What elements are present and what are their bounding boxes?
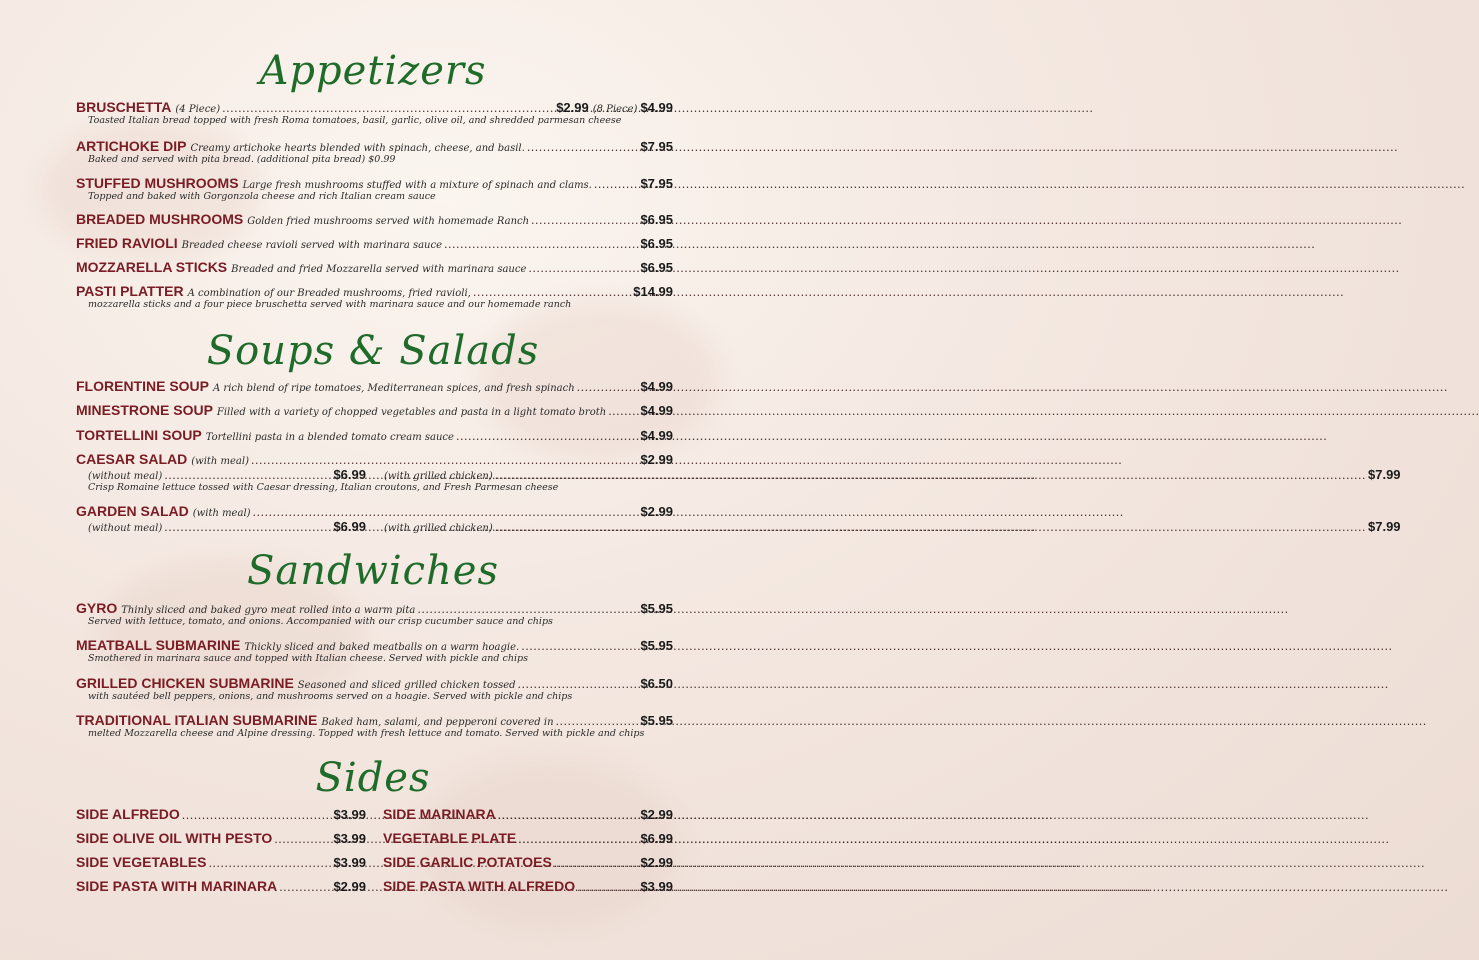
- leader-dots: [577, 381, 639, 394]
- leader-dots: [417, 603, 638, 616]
- option-price: $6.99: [333, 519, 366, 534]
- item-price: $2.99: [640, 504, 673, 519]
- leader-dots: [279, 881, 331, 894]
- menu-item-garden-salad: [76, 503, 1401, 534]
- menu-item-grilled-chicken-submarine: [76, 675, 673, 703]
- side-name: SIDE VEGETABLES: [76, 854, 207, 870]
- item-name: MINESTRONE SOUP: [76, 402, 213, 418]
- item-desc: (4 Piece): [175, 104, 221, 115]
- menu-item-breaded-mushrooms: [76, 211, 673, 227]
- leader-dots: [528, 262, 638, 275]
- menu-item-bruschetta: [76, 99, 673, 127]
- item-desc: Seasoned and sliced grilled chicken tossed: [297, 680, 516, 691]
- item-price: $4.99: [640, 379, 673, 394]
- menu-item-meatball-submarine: [76, 637, 673, 665]
- side-item: [76, 830, 366, 846]
- leader-dots: [608, 405, 638, 418]
- sandwiches-heading: Sandwiches: [246, 548, 499, 594]
- item-price: $4.99: [640, 428, 673, 443]
- side-item: [76, 878, 366, 894]
- item-name: MOZZARELLA STICKS: [76, 259, 228, 275]
- option-label: (without meal): [88, 471, 163, 482]
- item-price: $5.95: [640, 601, 673, 616]
- side-name: SIDE PASTA WITH ALFREDO: [383, 878, 576, 894]
- menu-item-minestrone-soup: [76, 402, 673, 418]
- side-name: SIDE GARLIC POTATOES: [383, 854, 552, 870]
- item-desc: A combination of our Breaded mushrooms, fried ravioli,: [187, 288, 471, 299]
- leader-dots: [518, 833, 638, 846]
- side-name: SIDE OLIVE OIL WITH PESTO: [76, 830, 273, 846]
- item-price: $2.99: [640, 452, 673, 467]
- item-name: GYRO: [76, 600, 118, 616]
- item-desc: Thickly sliced and baked meatballs on a warm hoagie.: [244, 642, 520, 653]
- leader-dots: [274, 833, 331, 846]
- leader-dots: [577, 881, 638, 894]
- menu-item-mozzarella-sticks: [76, 259, 673, 275]
- leader-dots: [208, 857, 331, 870]
- item-name: ARTICHOKE DIP: [76, 138, 187, 154]
- item-price: $4.99: [640, 403, 673, 418]
- leader-dots: [182, 809, 332, 822]
- option-label: (with grilled chicken): [384, 523, 493, 534]
- option-price: $6.99: [333, 467, 366, 482]
- leader-dots: [556, 715, 639, 728]
- leader-dots: [164, 469, 331, 482]
- menu-item-gyro: [76, 600, 673, 628]
- leader-dots: [164, 521, 331, 534]
- leader-dots: [531, 214, 638, 227]
- item-desc: A rich blend of ripe tomatoes, Mediterranean spices, and fresh spinach: [213, 383, 575, 394]
- item-name: STUFFED MUSHROOMS: [76, 175, 239, 191]
- item-price: $14.99: [633, 284, 673, 299]
- item-price: $2.99: [556, 100, 589, 115]
- side-price: $3.99: [333, 807, 366, 822]
- side-name: VEGETABLE PLATE: [383, 830, 517, 846]
- item-name: CAESAR SALAD: [76, 451, 188, 467]
- item-desc: Breaded and fried Mozzarella served with marinara sauce: [231, 264, 527, 275]
- leader-dots: [527, 141, 639, 154]
- item-extra-price: $4.99: [640, 100, 673, 115]
- item-name: GARDEN SALAD: [76, 503, 189, 519]
- side-price: $3.99: [333, 855, 366, 870]
- item-price: $5.95: [640, 713, 673, 728]
- item-subtext: Toasted Italian bread topped with fresh Roma tomatoes, basil, garlic, olive oil, and shredded parmesan cheese: [88, 115, 622, 126]
- leader-dots: [253, 506, 639, 519]
- leader-dots: [554, 857, 639, 870]
- item-name: FLORENTINE SOUP: [76, 378, 210, 394]
- soups-salads-heading: Soups & Salads: [206, 328, 540, 374]
- side-item: [76, 854, 366, 870]
- item-subtext: Smothered in marinara sauce and topped with Italian cheese. Served with pickle and chips: [88, 653, 528, 664]
- menu-item-florentine-soup: [76, 378, 673, 394]
- leader-dots: [222, 102, 554, 115]
- menu-item-artichoke-dip: [76, 138, 673, 166]
- item-name: BREADED MUSHROOMS: [76, 211, 244, 227]
- item-subtext: Served with lettuce, tomato, and onions. Accompanied with our crisp cucumber sauce and chips: [88, 616, 553, 627]
- item-subtext: Baked and served with pita bread. (additional pita bread) $0.99: [88, 154, 396, 165]
- item-subtext: melted Mozzarella cheese and Alpine dressing. Topped with fresh lettuce and tomato. Served with pickle and chips: [88, 728, 645, 739]
- item-name: TRADITIONAL ITALIAN SUBMARINE: [76, 712, 318, 728]
- side-name: SIDE ALFREDO: [76, 806, 180, 822]
- leader-dots: [498, 809, 639, 822]
- item-name: MEATBALL SUBMARINE: [76, 637, 241, 653]
- menu-item-stuffed-mushrooms: [76, 175, 673, 203]
- item-name: TORTELLINI SOUP: [76, 427, 202, 443]
- item-price: $6.50: [640, 676, 673, 691]
- item-name: BRUSCHETTA: [76, 99, 172, 115]
- item-desc: Filled with a variety of chopped vegetables and pasta in a light tomato broth: [216, 407, 607, 418]
- item-desc: Thinly sliced and baked gyro meat rolled into a warm pita: [121, 605, 416, 616]
- leader-dots: [456, 430, 639, 443]
- option-label: (without meal): [88, 523, 163, 534]
- side-price: $6.99: [640, 831, 673, 846]
- item-name: PASTI PLATTER: [76, 283, 184, 299]
- appetizers-heading: Appetizers: [259, 48, 487, 94]
- leader-dots: [495, 469, 1366, 482]
- item-name: FRIED RAVIOLI: [76, 235, 178, 251]
- side-name: SIDE MARINARA: [383, 806, 496, 822]
- option-price: $7.99: [1368, 467, 1401, 482]
- side-item: [383, 878, 673, 894]
- side-name: SIDE PASTA WITH MARINARA: [76, 878, 278, 894]
- item-subtext: Topped and baked with Gorgonzola cheese and rich Italian cream sauce: [88, 191, 436, 202]
- item-subtext: mozzarella sticks and a four piece bruschetta served with marinara sauce and our homemade ranch: [88, 299, 572, 310]
- item-price: $7.95: [640, 176, 673, 191]
- item-desc: (with meal): [192, 508, 251, 519]
- option-label: (with grilled chicken): [384, 471, 493, 482]
- leader-dots: [495, 521, 1366, 534]
- menu-item-fried-ravioli: [76, 235, 673, 251]
- item-price: $6.95: [640, 260, 673, 275]
- side-item: [76, 806, 366, 822]
- item-name: GRILLED CHICKEN SUBMARINE: [76, 675, 294, 691]
- side-price: $2.99: [640, 807, 673, 822]
- item-desc: Creamy artichoke hearts blended with spinach, cheese, and basil.: [190, 143, 525, 154]
- side-item: [383, 806, 673, 822]
- item-price: $7.95: [640, 139, 673, 154]
- item-subtext: with sautéed bell peppers, onions, and mushrooms served on a hoagie. Served with pickle and chips: [88, 691, 573, 702]
- item-desc: Tortellini pasta in a blended tomato cream sauce: [205, 432, 454, 443]
- leader-dots: [518, 678, 639, 691]
- menu-item-tortellini-soup: [76, 427, 673, 443]
- item-extra-desc: (8 Piece): [592, 104, 638, 115]
- item-desc: Baked ham, salami, and pepperoni covered in: [321, 717, 554, 728]
- sides-heading: Sides: [315, 755, 431, 801]
- item-price: $5.95: [640, 638, 673, 653]
- side-item: [383, 830, 673, 846]
- menu-item-traditional-italian-submarine: [76, 712, 673, 740]
- side-item: [383, 854, 673, 870]
- item-desc: (with meal): [191, 456, 249, 467]
- side-price: $3.99: [640, 879, 673, 894]
- menu-item-pasti-platter: [76, 283, 673, 311]
- item-subtext: Crisp Romaine lettuce tossed with Caesar dressing, Italian croutons, and Fresh Parmesan cheese: [88, 482, 559, 493]
- side-price: $2.99: [333, 879, 366, 894]
- item-desc: Large fresh mushrooms stuffed with a mixture of spinach and clams.: [242, 180, 592, 191]
- item-desc: Breaded cheese ravioli served with marinara sauce: [181, 240, 443, 251]
- item-price: $6.95: [640, 236, 673, 251]
- item-price: $6.95: [640, 212, 673, 227]
- leader-dots: [251, 454, 638, 467]
- leader-dots: [444, 238, 638, 251]
- leader-dots: [594, 178, 639, 191]
- option-price: $7.99: [1368, 519, 1401, 534]
- leader-dots: [521, 640, 638, 653]
- item-desc: Golden fried mushrooms served with homemade Ranch: [247, 216, 530, 227]
- side-price: $3.99: [333, 831, 366, 846]
- side-price: $2.99: [640, 855, 673, 870]
- leader-dots: [473, 286, 631, 299]
- menu-item-caesar-salad: [76, 451, 1401, 494]
